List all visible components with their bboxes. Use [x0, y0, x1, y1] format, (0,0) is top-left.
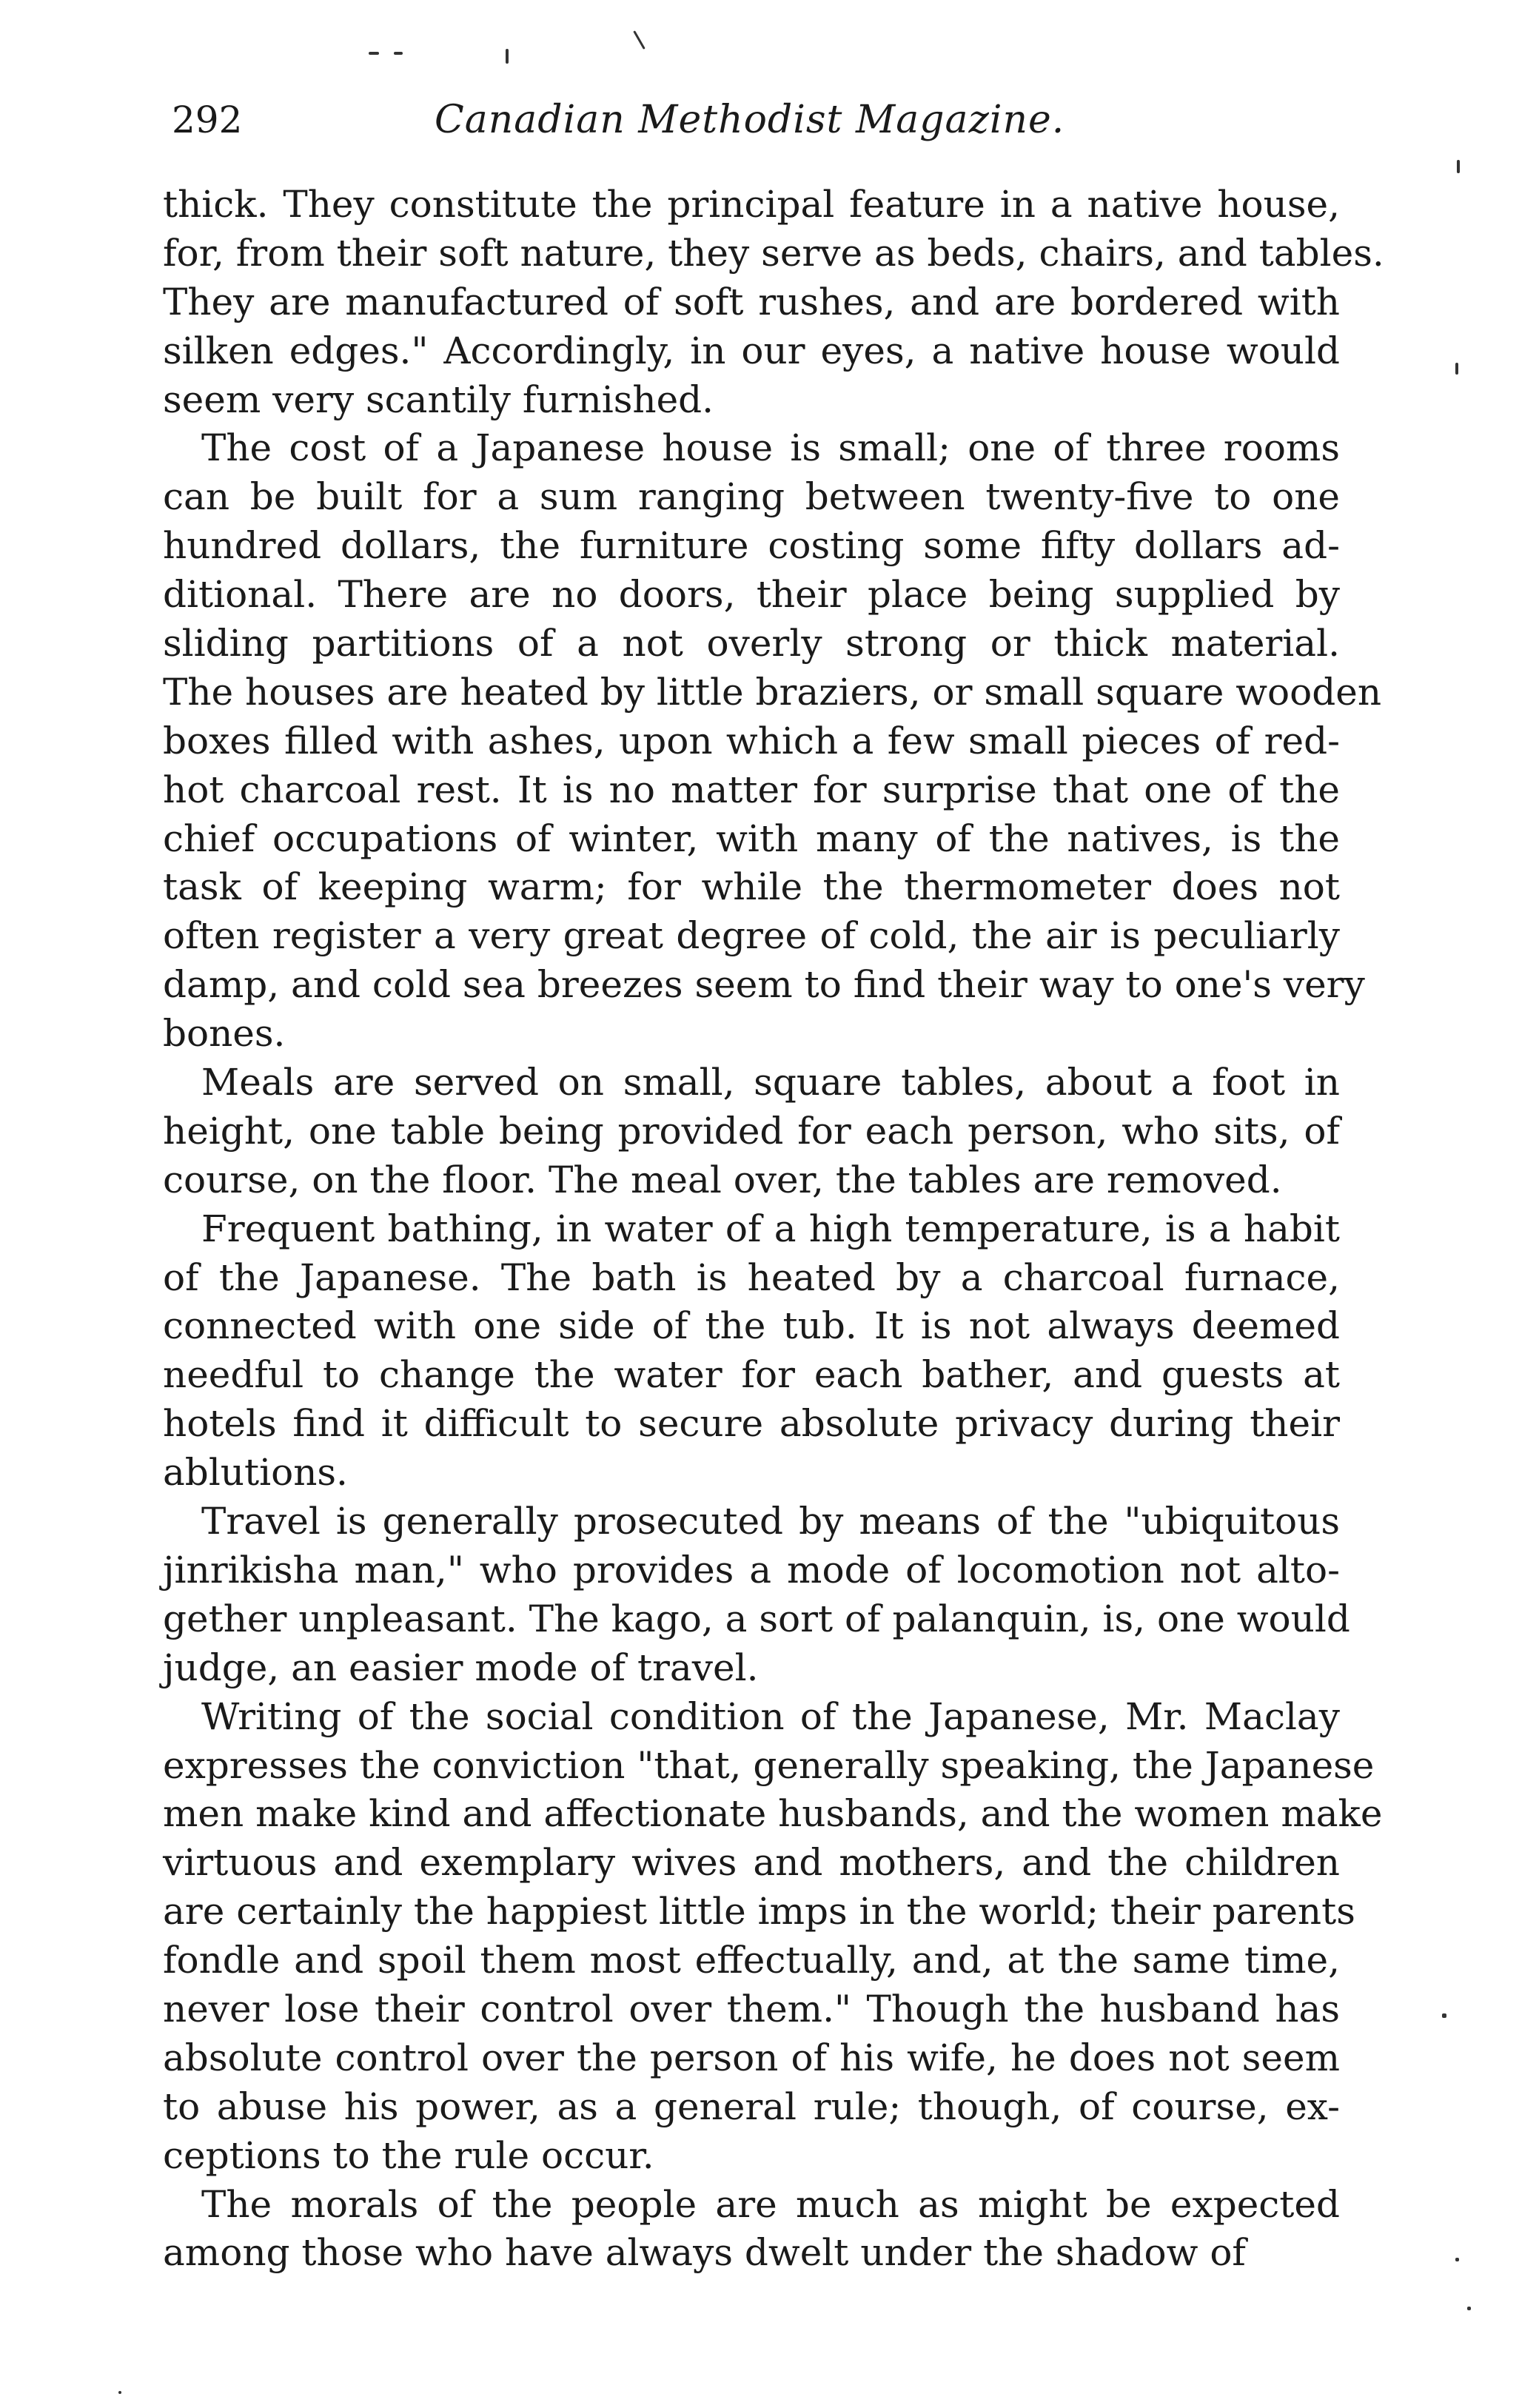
paragraph [163, 181, 1384, 424]
text-line: thick. They constitute the principal feature in a native house, [163, 183, 1340, 226]
text-line: hundred dollars, the furniture costing some fifty dollars ad- [163, 524, 1340, 568]
text-line: Travel is generally prosecuted by means of the "ubiquitous [201, 1500, 1340, 1543]
text-line: course, on the floor. The meal over, the tables are removed. [163, 1158, 1282, 1201]
text-line: hot charcoal rest. It is no matter for surprise that one of the [163, 768, 1340, 811]
text-line: for, from their soft nature, they serve as beds, chairs, and tables. [163, 231, 1384, 275]
text-line: boxes filled with ashes, upon which a few small pieces of red- [163, 719, 1340, 762]
text-line: Meals are served on small, square tables, about a foot in [201, 1061, 1340, 1104]
text-line: The morals of the people are much as might be expected [201, 2182, 1340, 2226]
text-line: often register a very great degree of cold, the air is peculiarly [163, 914, 1340, 958]
text-line: seem very scantily furnished. [163, 378, 714, 421]
text-line: Frequent bathing, in water of a high temperature, is a habit [201, 1207, 1340, 1250]
text-line: never lose their control over them." Though the husband has [163, 1987, 1340, 2030]
text-line: chief occupations of winter, with many of the natives, is the [163, 816, 1340, 860]
text-line: damp, and cold sea breezes seem to find their way to one's very [163, 963, 1365, 1007]
text-line: absolute control over the person of his wife, he does not seem [163, 2036, 1340, 2079]
text-line: ablutions. [163, 1451, 348, 1495]
text-line: ditional. There are no doors, their place being supplied by [163, 573, 1340, 617]
text-line: connected with one side of the tub. It is not always deemed [163, 1304, 1340, 1348]
text-line: hotels find it difficult to secure absolute privacy during their [163, 1402, 1340, 1446]
text-line: among those who have always dwelt under the shadow of [163, 2231, 1246, 2275]
text-line: The cost of a Japanese house is small; one of three rooms [201, 426, 1340, 470]
text-line: judge, an easier mode of travel. [163, 1646, 759, 1689]
paragraph [163, 1205, 1340, 1498]
text-line: fondle and spoil them most effectually, and, at the same time, [163, 1939, 1340, 1982]
paragraph [163, 1693, 1383, 2181]
paragraph [163, 2181, 1340, 2278]
text-line: virtuous and exemplary wives and mothers, and the children [163, 1841, 1340, 1885]
text-line: The houses are heated by little braziers, or small square wooden [163, 670, 1382, 714]
running-title: Canadian Methodist Magazine. [435, 98, 1065, 142]
text-line: are certainly the happiest little imps in the world; their parents [163, 1890, 1355, 1934]
text-line: task of keeping warm; for while the thermometer does not [163, 865, 1340, 909]
text-line: needful to change the water for each bather, and guests at [163, 1353, 1340, 1397]
page-number: 292 [172, 98, 243, 141]
paragraph [163, 424, 1382, 1059]
text-line: They are manufactured of soft rushes, and are bordered with [163, 280, 1340, 323]
text-line: bones. [163, 1012, 286, 1056]
text-line: to abuse his power, as a general rule; though, of course, ex- [163, 2085, 1340, 2128]
text-line: expresses the conviction "that, generally speaking, the Japanese [163, 1743, 1375, 1787]
text-line: jinrikisha man," who provides a mode of locomotion not alto- [163, 1548, 1340, 1592]
text-line: Writing of the social condition of the Japanese, Mr. Maclay [201, 1694, 1340, 1738]
paragraph [163, 1059, 1340, 1205]
body-text [163, 181, 1384, 2278]
text-line: men make kind and affectionate husbands, and the women make [163, 1792, 1383, 1836]
text-line: can be built for a sum ranging between twenty-five to one [163, 475, 1340, 519]
text-line: gether unpleasant. The kago, a sort of palanquin, is, one would [163, 1597, 1350, 1640]
text-line: height, one table being provided for each person, who sits, of [163, 1109, 1340, 1153]
text-line: ceptions to the rule occur. [163, 2133, 654, 2177]
text-line: of the Japanese. The bath is heated by a charcoal furnace, [163, 1255, 1340, 1299]
text-line: sliding partitions of a not overly strong or thick material. [163, 622, 1340, 665]
text-line: silken edges." Accordingly, in our eyes, a native house would [163, 329, 1340, 372]
page-header [172, 90, 1327, 150]
paragraph [163, 1498, 1350, 1693]
